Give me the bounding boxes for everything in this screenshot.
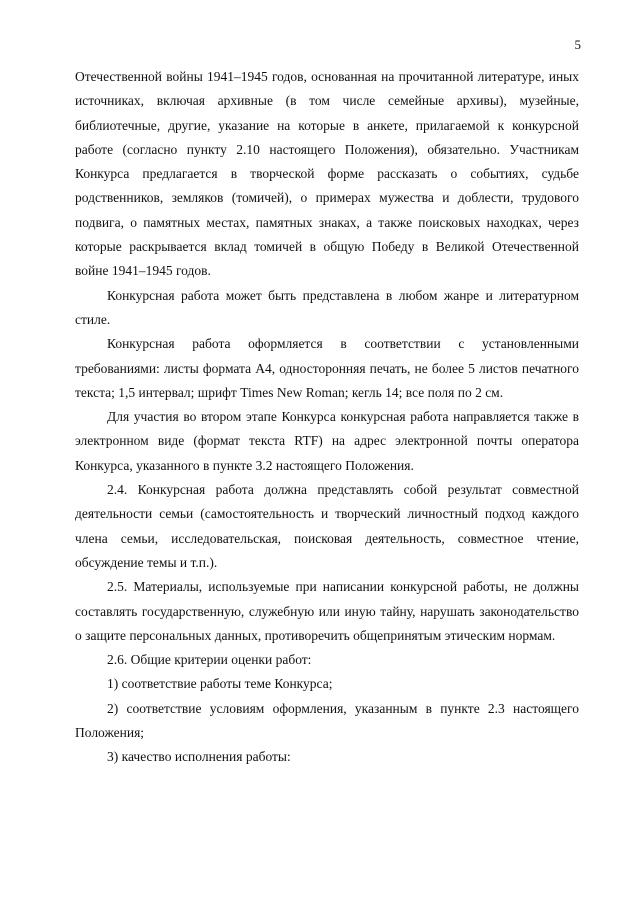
paragraph-genre: Конкурсная работа может быть представлена в любом жанре и литературном стиле. [75,287,579,327]
paragraph-2-6: 2.6. Общие критерии оценки работ: [107,652,312,668]
paragraph-formatting-requirements: Конкурсная работа оформляется в соответствии с установленными требованиями: листы формата А4, односторонняя печать, не более 5 листов печатного текста; 1,5 интервал; шрифт Times New Roman; кегль 14; все поля по 2 см. [75,336,579,400]
page-number: 5 [574,37,581,52]
paragraph-2-4: 2.4. Конкурсная работа должна представлять собой результат совместной деятельности семьи (самостоятельность и творческий личностный подход каждого члена семьи, исследовательская, поисковая деятельность, совместное чтение, обсуждение темы и т.п.). [75,482,579,570]
criterion-2: 2) соответствие условиям оформления, указанным в пункте 2.3 настоящего Положения; [75,700,579,741]
paragraph-2-5: 2.5. Материалы, используемые при написании конкурсной работы, не должны составлять государственную, служебную или иную тайну, нарушать законодательство о защите персональных данных, противоречить общепринятым этическим нормам. [75,579,579,643]
criterion-1: 1) соответствие работы теме Конкурса; [107,676,333,692]
paragraph-continuation: Отечественной войны 1941–1945 годов, основанная на прочитанной литературе, иных источниках, включая архивные (в том числе семейные архивы), музейные, библиотечные, другие, указание на которые в анкете, прилагаемой к конкурсной работе (согласно пункту 2.10 настоящего Положения), обязательно. Участникам Конкурса предлагается в творческой форме рассказать о событиях, судьбе родственников, земляков (томичей), о примерах мужества и доблести, трудового подвига, о памятных местах, памятных знаках, а также поисковых находках, через которые раскрывается вклад томичей в общую Победу в Великой Отечественной войне 1941–1945 годов. [75,69,579,279]
document-body [75,65,579,770]
paragraph-electronic-submission: Для участия во втором этапе Конкурса конкурсная работа направляется также в электронном виде (формат текста RTF) на адрес электронной почты оператора Конкурса, указанного в пункте 3.2 настоящего Положения. [75,409,579,473]
criterion-3: 3) качество исполнения работы: [107,749,291,765]
